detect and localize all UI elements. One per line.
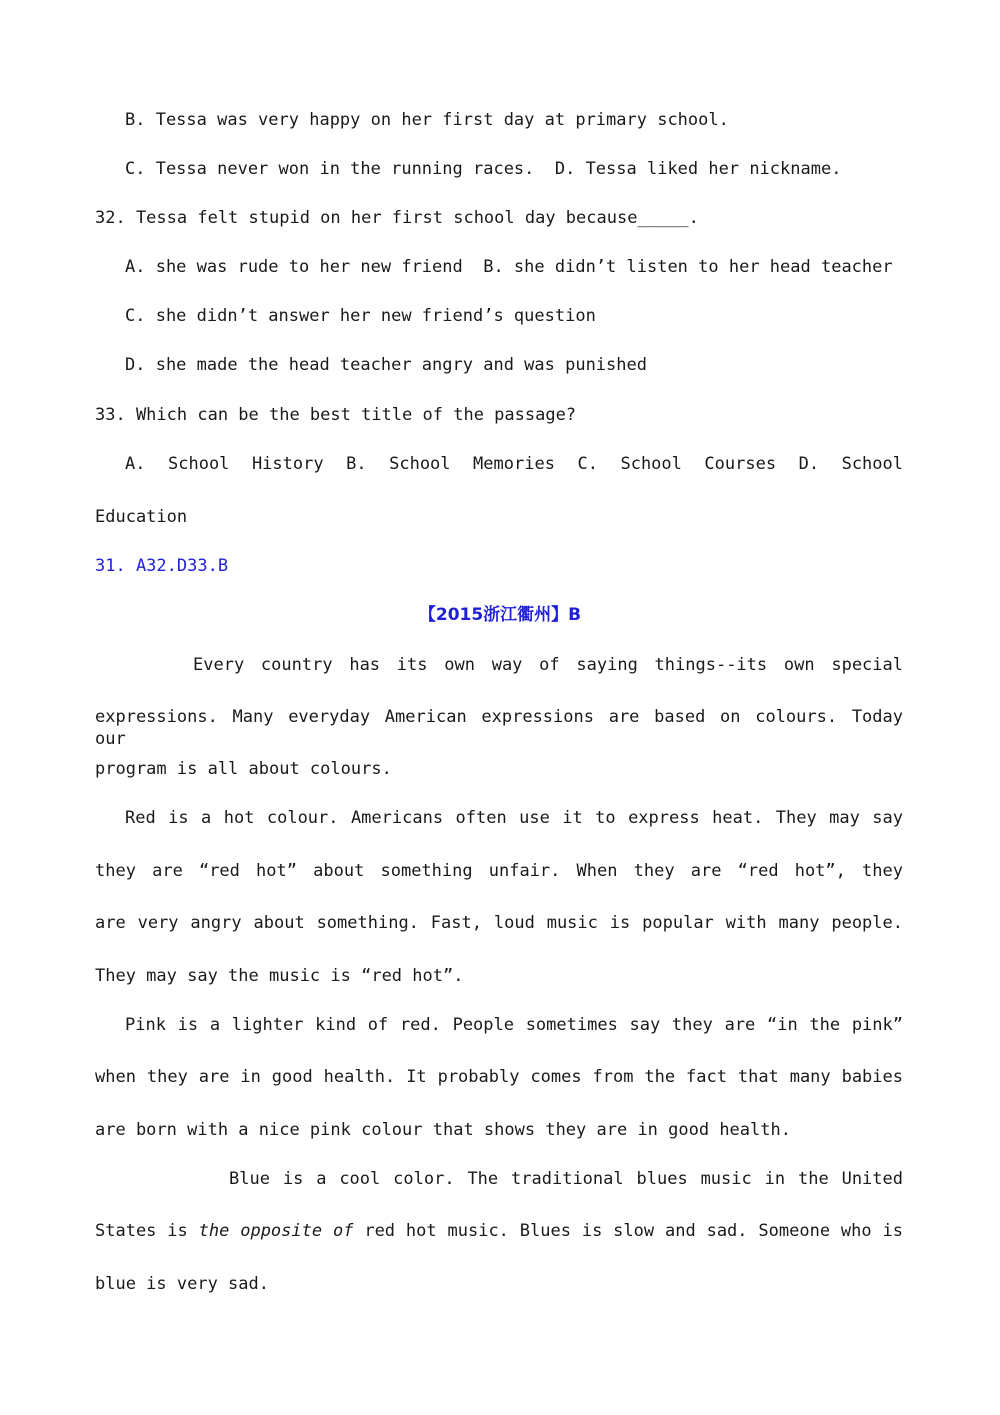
q32-option-d: D. she made the head teacher angry and was punished [125,355,647,375]
passage-line: when they are in good health. It probably comes from the fact that many babies [95,1067,903,1087]
passage-text: States is [95,1221,199,1241]
passage-line: Red is a hot colour. Americans often use it to express heat. They may say [125,808,903,828]
q33-stem: 33. Which can be the best title of the passage? [95,405,577,425]
section-heading: 【2015浙江衢州】B [418,605,582,625]
passage-line: are born with a nice pink colour that shows they are in good health. [95,1120,791,1140]
passage-line: program is all about colours. [95,759,392,779]
passage-text: red hot music. Blues is slow and sad. Someone who is [353,1221,903,1241]
passage-line: they are “red hot” about something unfair. When they are “red hot”, they [95,861,903,881]
passage-line: are very angry about something. Fast, loud music is popular with many people. [95,913,903,933]
answer-key: 31. A32.D33.B [95,556,229,576]
passage-line: Pink is a lighter kind of red. People sometimes say they are “in the pink” [125,1015,903,1035]
passage-line: They may say the music is “red hot”. [95,966,464,986]
passage-line-with-emphasis [95,1220,903,1242]
q33-options: A. School History B. School Memories C. School Courses D. School [125,454,903,474]
passage-line: Every country has its own way of saying things--its own special [193,655,903,675]
q32-options-a-b: A. she was rude to her new friend B. she didn’t listen to her head teacher [125,257,893,277]
passage-line: blue is very sad. [95,1274,269,1294]
passage-line: expressions. Many everyday American expressions are based on colours. Today our [95,707,903,749]
q32-option-c: C. she didn’t answer her new friend’s question [125,306,596,326]
passage-line: Blue is a cool color. The traditional blues music in the United [229,1169,903,1189]
q31-option-b: B. Tessa was very happy on her first day at primary school. [125,110,729,130]
q33-options-continued: Education [95,507,188,527]
q31-options-c-d: C. Tessa never won in the running races. D. Tessa liked her nickname. [125,159,842,179]
emphasized-phrase: the opposite of [198,1221,354,1241]
q32-stem: 32. Tessa felt stupid on her first school day because_____. [95,208,699,228]
